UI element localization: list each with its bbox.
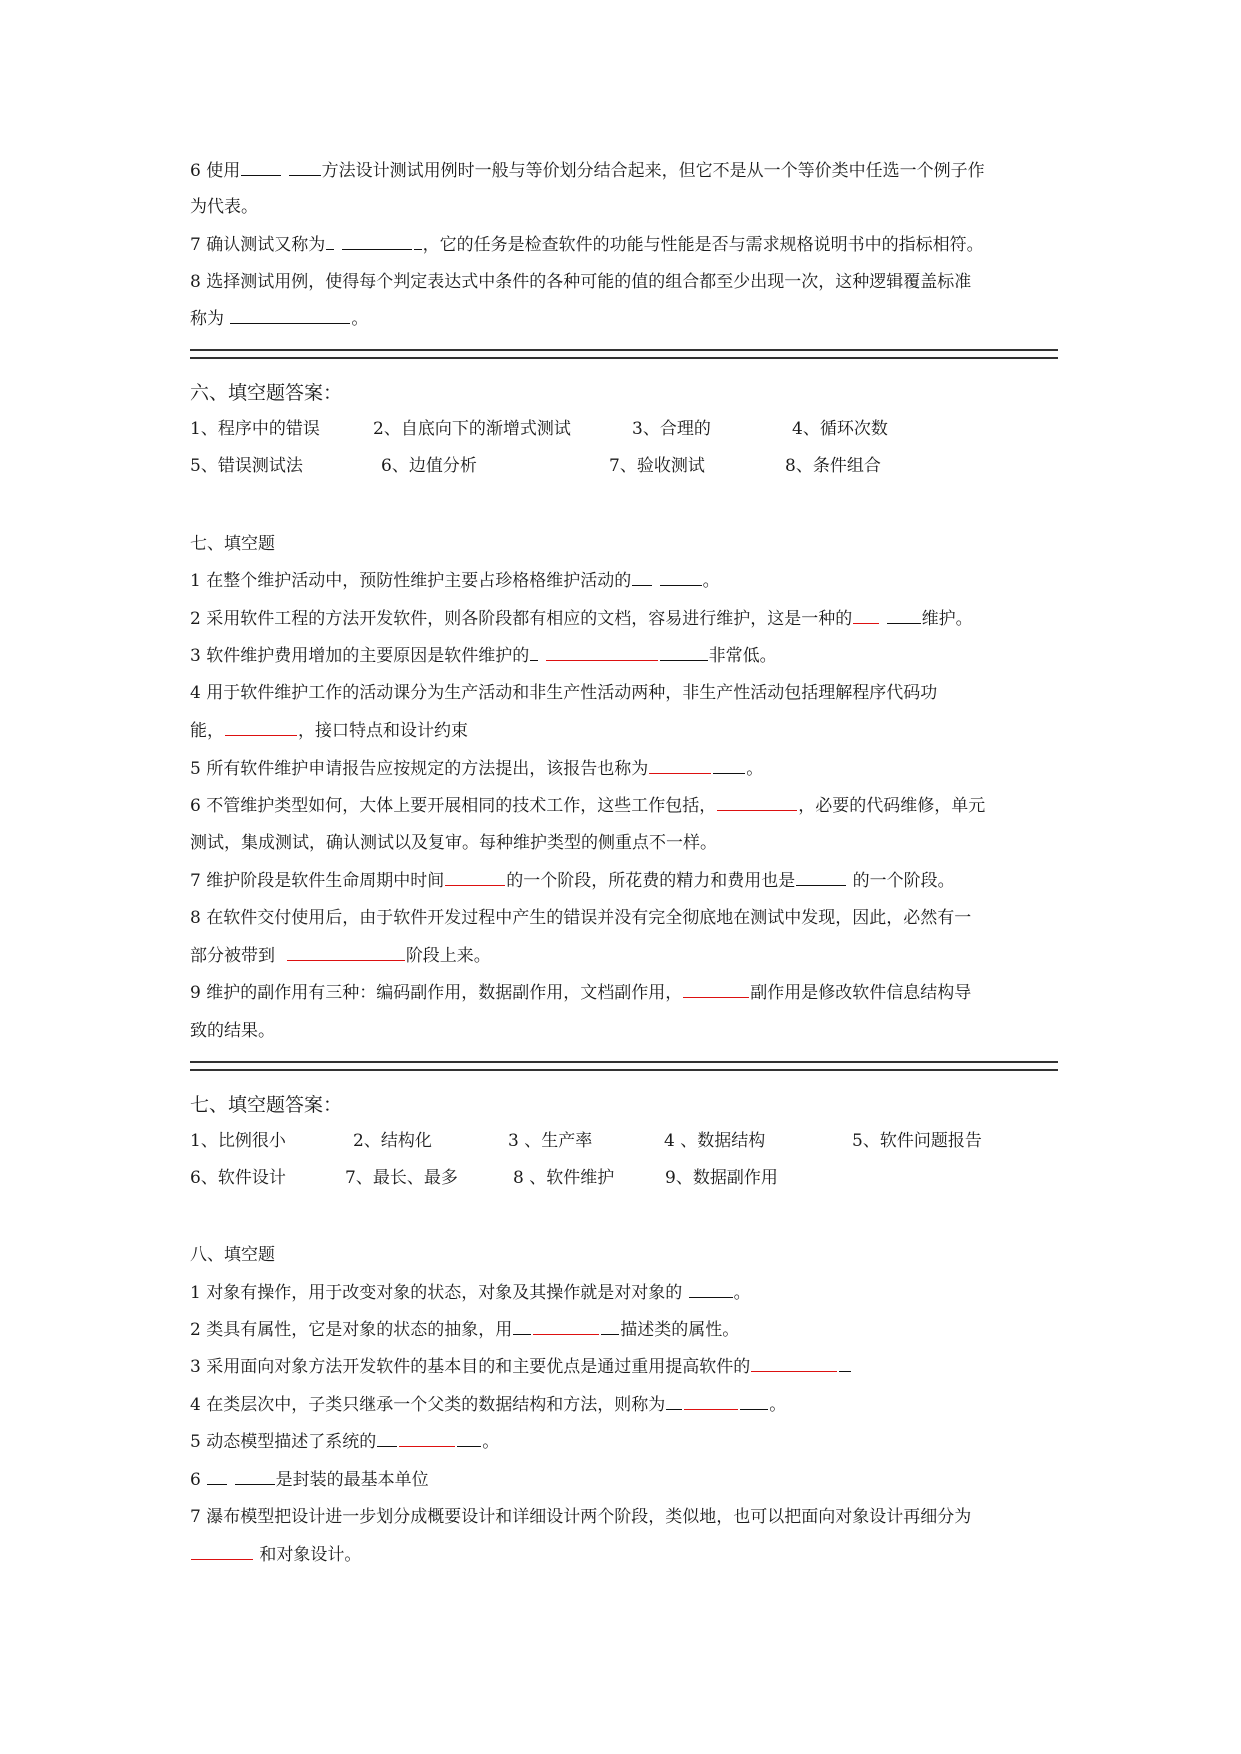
s7-q3: 3 软件维护费用增加的主要原因是软件维护的 非常低。 [190, 646, 777, 666]
answer-item: 1、比例很小 [190, 1131, 286, 1151]
answers7-title: 七、填空题答案： [190, 1094, 343, 1116]
divider [190, 1061, 1058, 1071]
answer-item: 2、结构化 [353, 1131, 432, 1151]
answer-item: 4 、数据结构 [664, 1131, 766, 1151]
answer-item: 7、最长、最多 [345, 1168, 458, 1188]
answer-item: 8 、软件维护 [513, 1168, 615, 1188]
s8-q7-line2: 和对象设计。 [190, 1544, 361, 1566]
s8-q4: 4 在类层次中，子类只继承一个父类的数据结构和方法，则称为 。 [190, 1395, 787, 1415]
answer-item: 2、自底向下的渐增式测试 [373, 419, 571, 439]
s7-q9-line2: 致的结果。 [190, 1021, 275, 1041]
divider [190, 349, 1058, 359]
s8-q1: 1 对象有操作，用于改变对象的状态，对象及其操作就是对对象的 。 [190, 1283, 751, 1303]
answer-item: 8、条件组合 [785, 456, 881, 476]
s7-q8-line2: 部分被带到 阶段上来。 [190, 946, 491, 966]
s7-q7: 7 维护阶段是软件生命周期中时间 的一个阶段，所花费的精力和费用也是 的一个阶段。 [190, 871, 955, 891]
section8-title: 八、填空题 [190, 1245, 275, 1265]
answer-item: 5、错误测试法 [190, 456, 303, 476]
section7-title: 七、填空题 [190, 534, 275, 554]
s5-q6-line1: 6 使用 方法设计测试用例时一般与等价划分结合起来，但它不是从一个等价类中任选一个例子作 [190, 161, 985, 181]
s5-q6-line2: 为代表。 [190, 197, 258, 217]
s7-q8-line1: 8 在软件交付使用后，由于软件开发过程中产生的错误并没有完全彻底地在测试中发现，因此，必然有一 [190, 908, 972, 928]
s5-q8-line2: 称为 。 [190, 309, 369, 329]
answer-item: 7、验收测试 [609, 456, 705, 476]
s7-q4-line2: 能， ，接口特点和设计约束 [190, 721, 468, 741]
s8-q3: 3 采用面向对象方法开发软件的基本目的和主要优点是通过重用提高软件的 [190, 1356, 852, 1378]
answer-item: 9、数据副作用 [665, 1168, 778, 1188]
s7-q6-line1: 6 不管维护类型如何，大体上要开展相同的技术工作，这些工作包括， ，必要的代码维修，单元 [190, 796, 986, 816]
answer-item: 3、合理的 [632, 419, 711, 439]
s8-q5: 5 动态模型描述了系统的 。 [190, 1432, 500, 1452]
s8-q7-line1: 7 瀑布模型把设计进一步划分成概要设计和详细设计两个阶段，类似地，也可以把面向对象设计再细分为 [190, 1507, 972, 1527]
s8-q2: 2 类具有属性，它是对象的状态的抽象，用 描述类的属性。 [190, 1320, 740, 1340]
s5-q8-line1: 8 选择测试用例，使得每个判定表达式中条件的各种可能的值的组合都至少出现一次，这种逻辑覆盖标准 [190, 272, 972, 292]
s7-q4-line1: 4 用于软件维护工作的活动课分为生产活动和非生产性活动两种，非生产性活动包括理解程序代码功 [190, 683, 938, 703]
s7-q1: 1 在整个维护活动中，预防性维护主要占珍格格维护活动的 。 [190, 571, 720, 591]
answer-item: 3 、生产率 [508, 1131, 593, 1151]
answer-item: 4、循环次数 [792, 419, 888, 439]
answer-item: 6、软件设计 [190, 1168, 286, 1188]
s7-q2: 2 采用软件工程的方法开发软件，则各阶段都有相应的文档，容易进行维护，这是一种的 维护。 [190, 609, 973, 629]
answers6-title: 六、填空题答案： [190, 382, 343, 404]
s7-q6-line2: 测试，集成测试，确认测试以及复审。每种维护类型的侧重点不一样。 [190, 833, 717, 853]
answer-item: 6、边值分析 [381, 456, 477, 476]
s7-q5: 5 所有软件维护申请报告应按规定的方法提出，该报告也称为 。 [190, 759, 764, 779]
s8-q6: 6 是封装的最基本单位 [190, 1470, 429, 1490]
s5-q7: 7 确认测试又称为 ，它的任务是检查软件的功能与性能是否与需求规格说明书中的指标相符。 [190, 235, 984, 255]
s7-q9-line1: 9 维护的副作用有三种：编码副作用，数据副作用，文档副作用， 副作用是修改软件信息结构导 [190, 983, 972, 1003]
answer-item: 1、程序中的错误 [190, 419, 320, 439]
answer-item: 5、软件问题报告 [852, 1131, 982, 1151]
